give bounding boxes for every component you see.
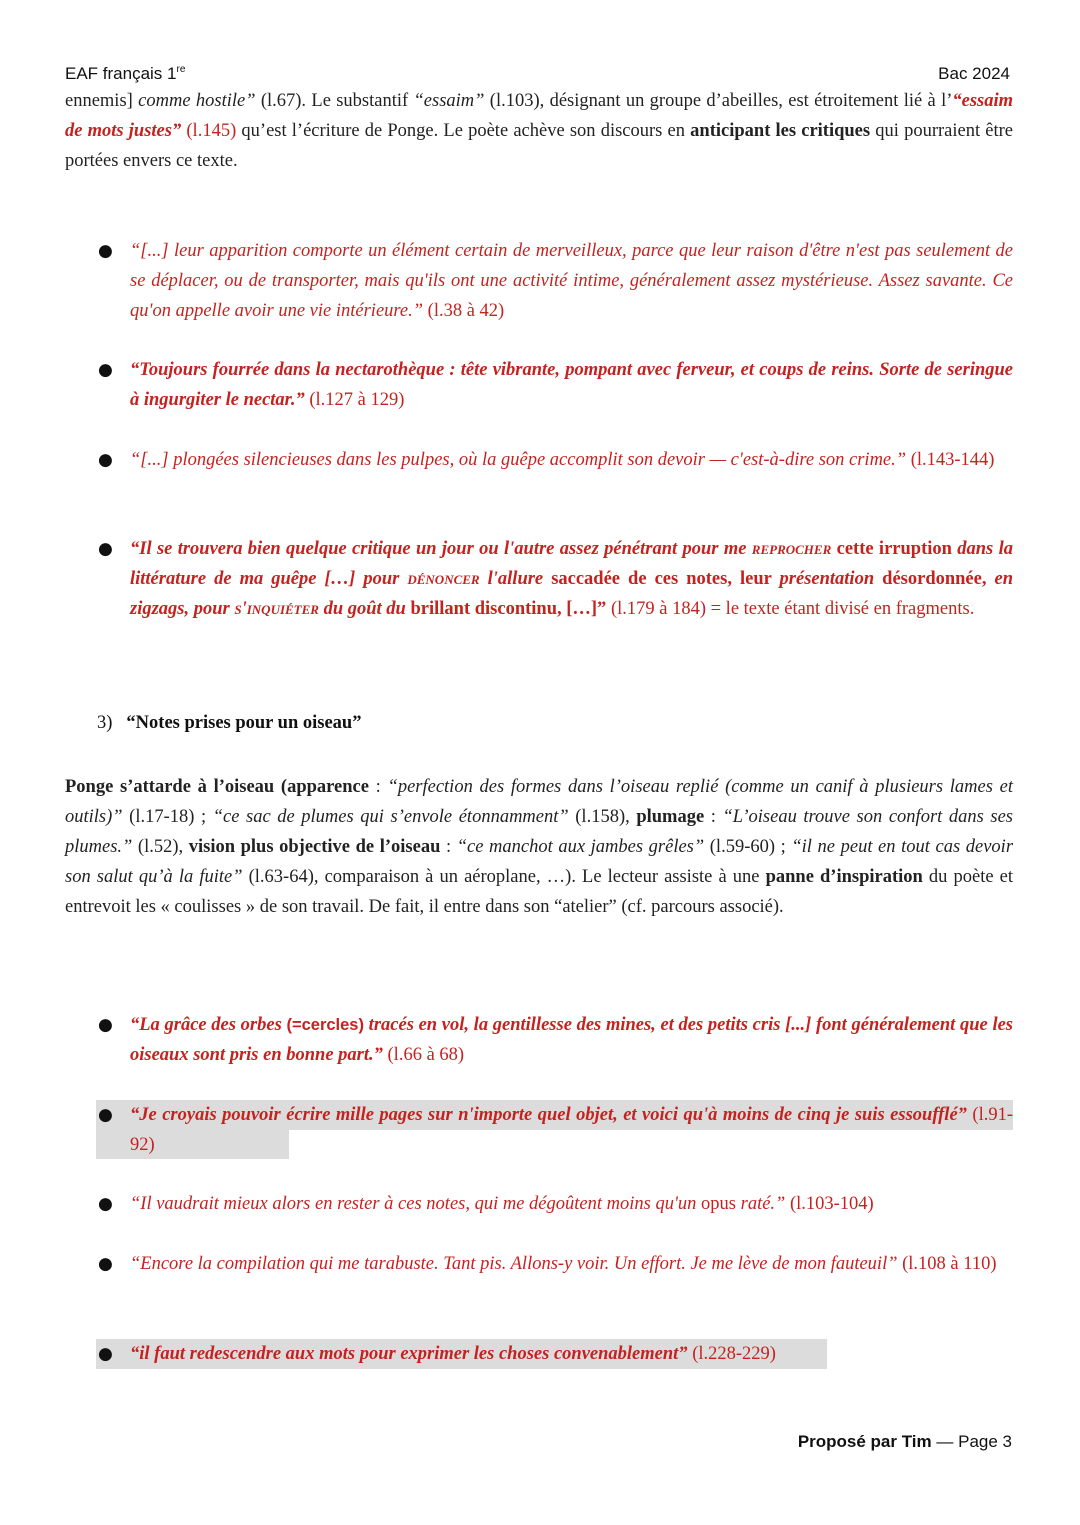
bullet-dot-icon: ● xyxy=(98,1105,113,1125)
oiseau-paragraph: Ponge s’attarde à l’oiseau (apparence : “perfection des formes dans l’oiseau replié (comme un canif à plusieurs lames et outils)” (l.17-18) ; “ce sac de plumes qui s’envole étonnamment” (l.158), plumage : “L’oiseau trouve son confort dans ses plumes.” (l.52), vision plus objective de l’oiseau : “ce manchot aux jambes grêles” (l.59-60) ; “il ne peut en tout cas devoir son salut qu’à la fuite” (l.63-64), comparaison à un aéroplane, …). Le lecteur assiste à une panne d’inspiration du poète et entrevoit les « coulisses » de son travail. De fait, il entre dans son “atelier” (cf. parcours associé). xyxy=(65,777,1014,917)
header-course: EAF français 1re xyxy=(65,64,186,83)
quote-bullet: ● “[...] leur apparition comporte un élément certain de merveilleux, parce que leur raison d'être n'est pas seulement de se déplacer, ou de transporter, mais qu'ils ont une activité intime, généralement assez mystérieuse. Assez savante. Ce qu'on appelle avoir une vie intérieure.” (l.38 à 42) xyxy=(98,236,1013,326)
section-heading: 3) “Notes prises pour un oiseau” xyxy=(97,713,362,733)
intro-paragraph: ennemis] comme hostile” (l.67). Le substantif “essaim” (l.103), désignant un groupe d’abeilles, est étroitement lié à l’“essaim de mots justes” (l.145) qu’est l’écriture de Ponge. Le poète achève son discours en anticipant les critiques qui pourraient être portées envers ce texte. xyxy=(65,91,1014,171)
quote-bullet: ● “[...] plongées silencieuses dans les pulpes, où la guêpe accomplit son devoir — c'est-à-dire son crime.” (l.143-144) xyxy=(98,445,1013,475)
quote-bullet: ● “Je croyais pouvoir écrire mille pages sur n'importe quel objet, et voici qu'à moins de cinq je suis essoufflé” (l.91-92) xyxy=(98,1100,1013,1160)
quote-bullet: ● “Toujours fourrée dans la nectarothèque : tête vibrante, pompant avec ferveur, et coups de reins. Sorte de seringue à ingurgiter le nectar.” (l.127 à 129) xyxy=(98,355,1013,415)
header-year: Bac 2024 xyxy=(938,64,1010,83)
bullet-dot-icon: ● xyxy=(98,1194,113,1214)
quote-bullet: ● “Il se trouvera bien quelque critique un jour ou l'autre assez pénétrant pour me reprocher cette irruption dans la littérature de ma guêpe […] pour dénoncer l'allure saccadée de ces notes, leur présentation désordonnée, en zigzags, pour s'inquiéter du goût du brillant discontinu, […]” (l.179 à 184) = le texte étant divisé en fragments. xyxy=(98,534,1013,624)
bullet-dot-icon: ● xyxy=(98,1344,113,1364)
quote-bullet: ● “Encore la compilation qui me tarabuste. Tant pis. Allons-y voir. Un effort. Je me lève de mon fauteuil” (l.108 à 110) xyxy=(98,1249,1013,1279)
bullet-dot-icon: ● xyxy=(98,450,113,470)
quote-bullet: ● “La grâce des orbes (=cercles) tracés en vol, la gentillesse des mines, et des petits cris [...] font généralement que les oiseaux sont pris en bonne part.” (l.66 à 68) xyxy=(98,1010,1013,1070)
bullet-dot-icon: ● xyxy=(98,539,113,559)
bullet-dot-icon: ● xyxy=(98,1015,113,1035)
bullet-dot-icon: ● xyxy=(98,1254,113,1274)
bullet-dot-icon: ● xyxy=(98,241,113,261)
page-footer: Proposé par Tim — Page 3 xyxy=(797,1432,1012,1451)
quote-bullet: ● “il faut redescendre aux mots pour exprimer les choses convenablement” (l.228-229) xyxy=(98,1339,1013,1369)
quote-bullet: ● “Il vaudrait mieux alors en rester à ces notes, qui me dégoûtent moins qu'un opus raté.” (l.103-104) xyxy=(98,1189,1013,1219)
bullet-dot-icon: ● xyxy=(98,360,113,380)
